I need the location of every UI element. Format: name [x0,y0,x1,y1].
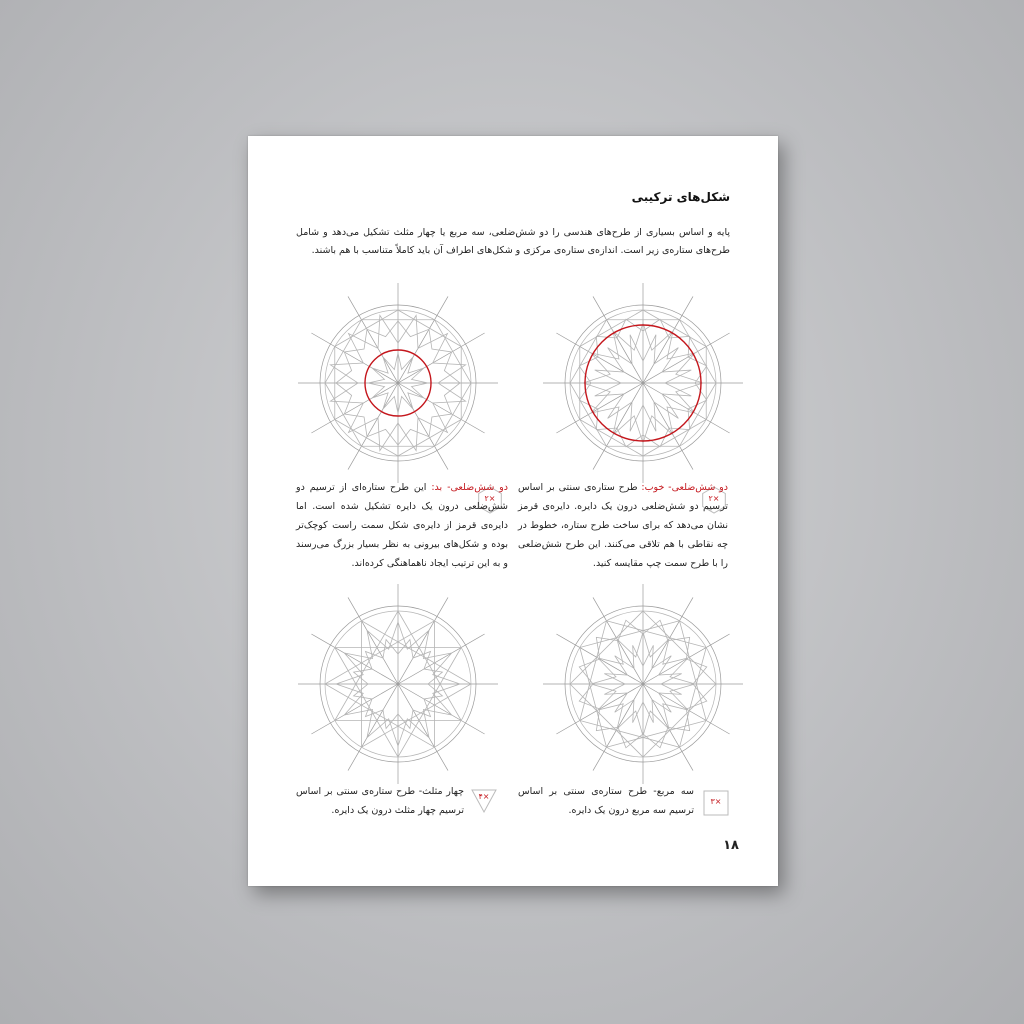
caption-two-hexagons-bad [296,478,508,573]
caption-text: طرح ستاره‌ی سنتی بر اساس ترسیم دو شش‌ضلعی درون یک دایره. دایره‌ی قرمز نشان می‌دهد که برای ساخت طرح ستاره، خطوط در چه نقاطی با هم تلاقی می‌کنند. این طرح شش‌ضلعی را با طرح سمت چپ مقایسه کنید. [518,482,728,569]
caption-text: این طرح ستاره‌ای از ترسیم دو شش‌ضلعی درون یک دایره تشکیل شده است. اما دایره‌ی قرمز از دایره‌ی شکل سمت راست کوچک‌تر بوده و شکل‌های بیرونی به نظر بسیار بزرگ می‌رسند و به این ترتیب ایجاد ناهماهنگی کرده‌اند. [296,482,508,569]
star-pattern-diagram [538,579,748,789]
badge-label: ۳× [710,797,722,806]
star-pattern-diagram [293,278,503,488]
badge-label: ۴× [478,792,490,801]
caption-lead: دو شش‌ضلعی- خوب: [641,482,729,493]
book-page [248,136,778,886]
figure-two-hexagons-bad [293,278,503,488]
badge-label: ۲× [708,494,720,503]
figure-two-hexagons-good [538,278,748,488]
figure-three-squares [538,579,748,789]
badge-label: ۲× [484,494,496,503]
star-pattern-diagram [538,278,748,488]
figure-four-triangles [293,579,503,789]
caption-lead: دو شش‌ضلعی- بد: [431,482,508,493]
star-pattern-diagram [293,579,503,789]
page-number: ۱۸ [723,838,739,853]
caption-three-squares [518,782,694,820]
square-badge-icon [702,789,730,817]
intro-paragraph: پایه و اساس بسیاری از طرح‌های هندسی را دو شش‌ضلعی، سه مربع یا چهار مثلث تشکیل می‌دهد و شامل طرح‌های ستاره‌ی زیر است. اندازه‌ی ستاره‌ی مرکزی و شکل‌های اطراف آن باید کاملاً متناسب با هم باشند. [296,227,730,256]
caption-four-triangles [296,782,464,820]
caption-text: سه مربع- طرح ستاره‌ی سنتی بر اساس ترسیم سه مربع درون یک دایره. [518,786,694,816]
section-title: شکل‌های ترکیبی [631,190,730,204]
caption-text: چهار مثلث- طرح ستاره‌ی سنتی بر اساس ترسیم چهار مثلث درون یک دایره. [296,786,464,816]
triangle-badge-icon [470,786,498,814]
caption-two-hexagons-good [518,478,728,573]
